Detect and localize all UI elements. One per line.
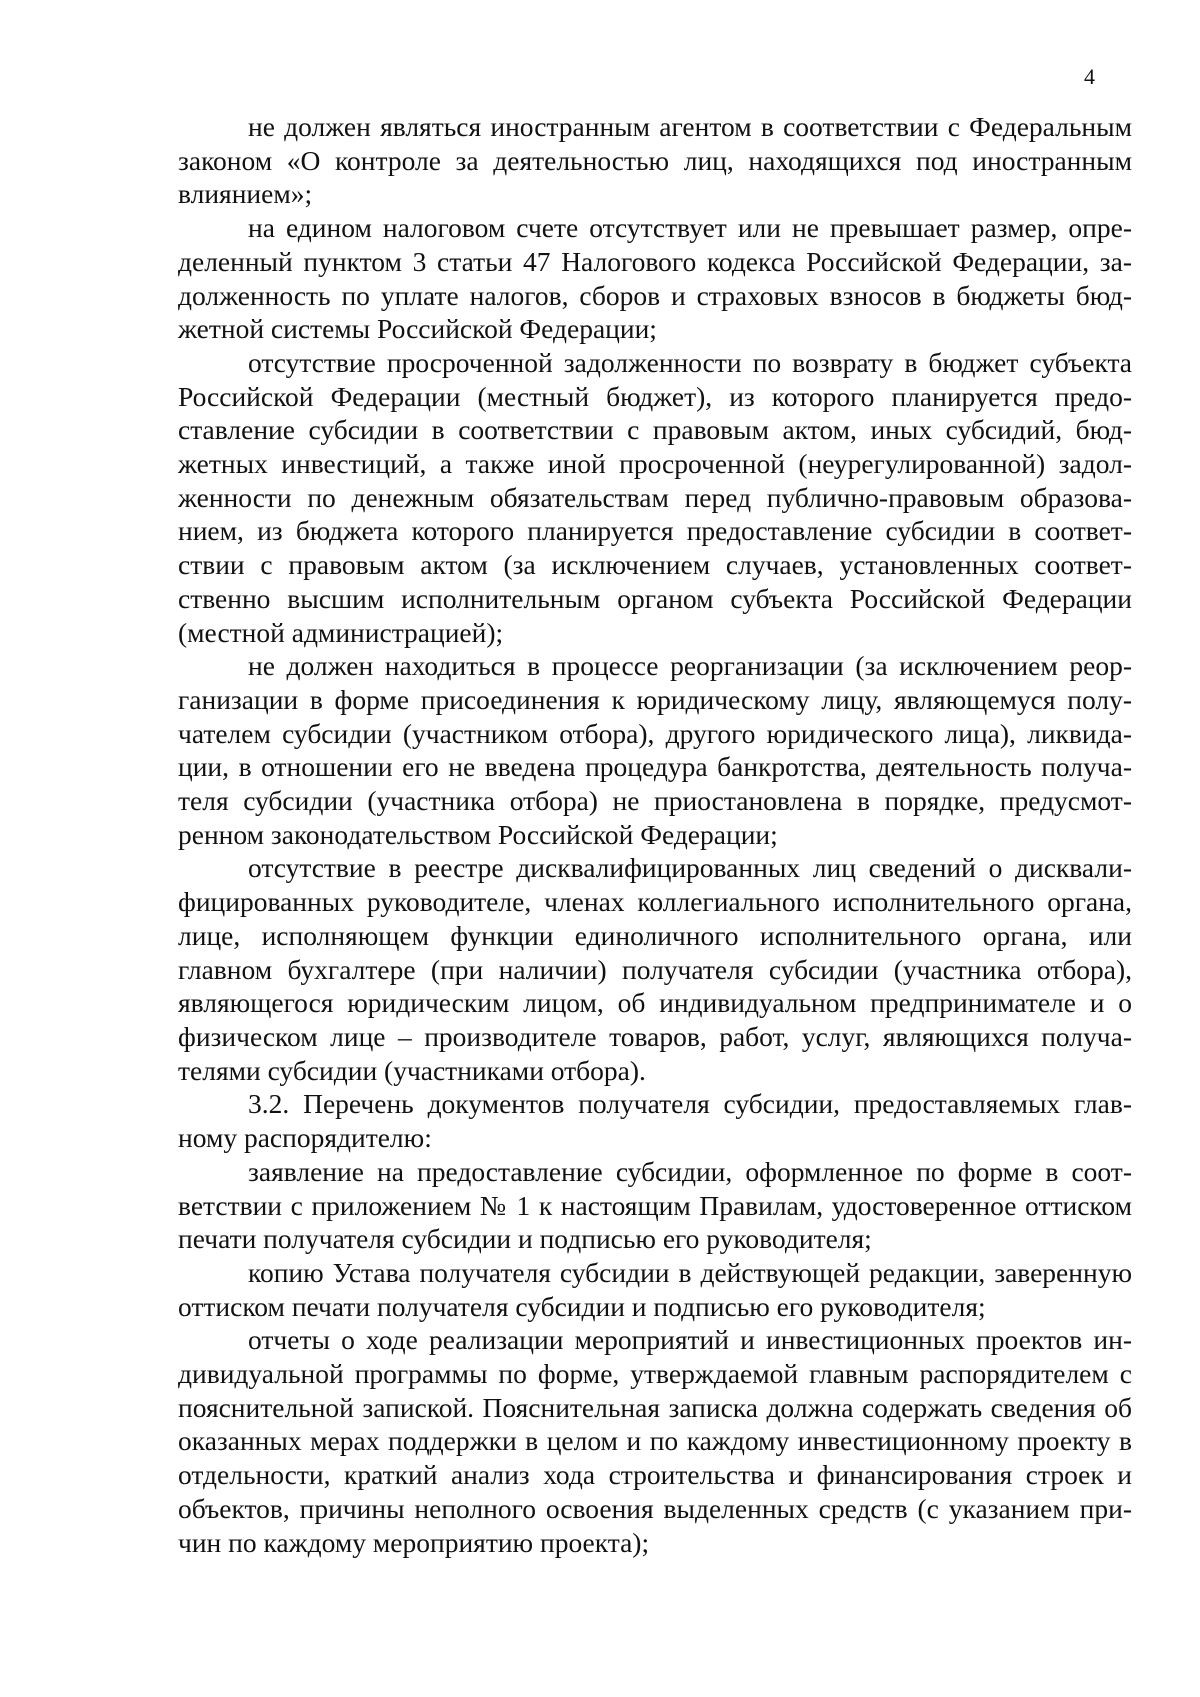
- page-number: 4: [1084, 64, 1095, 89]
- paragraph-foreign-agent: не должен являться иностранным агентом в соответствии с Федеральным законом «О контроле за деятельностью лиц, находящихся под иностранным влиянием»;: [178, 111, 1132, 210]
- paragraph-tax-debt: на едином налоговом счете отсутствует или не превышает размер, определенный пунктом 3 статьи 47 Налогового кодекса Российской Федерации, задолженность по уплате налогов, сборов и страховых взносов в бюджеты бюджетной системы Российской Федерации;: [178, 212, 1132, 345]
- paragraph-charter-copy: копию Устава получателя субсидии в действующей редакции, заверенную оттиском печати получателя субсидии и подписью его руководителя;: [178, 1256, 1132, 1322]
- paragraph-application: заявление на предоставление субсидии, оформленное по форме в соответствии с приложением № 1 к настоящим Правилам, удостоверенное оттиском печати получателя субсидии и подписью его руководителя;: [178, 1155, 1132, 1255]
- paragraph-reorganization: не должен находиться в процессе реорганизации (за исключением реорганизации в форме присоединения к юридическому лицу, являющемуся получателем субсидии (участником отбора), другого юридического лица), ликвидации, в отношении его не введена процедура банкротства, деятельность получателя субсидии (участника отбора) не приостановлена в порядке, предусмотренном законодательством Российской Федерации;: [178, 650, 1132, 850]
- paragraph-document-list-heading: 3.2. Перечень документов получателя субсидии, предоставляемых главному распорядителю:: [178, 1088, 1132, 1154]
- paragraph-overdue-debt: отсутствие просроченной задолженности по возврату в бюджет субъекта Российской Федерации (местный бюджет), из которого планируется предоставление субсидии в соответствии с правовым актом, иных субсидий, бюджетных инвестиций, а также иной просроченной (неурегулированной) задолженности по денежным обязательствам перед публично-правовым образованием, из бюджета которого планируется предоставление субсидии в соответствии с правовым актом (за исключением случаев, установленных соответственно высшим исполнительным органом субъекта Российской Федерации (местной администрацией);: [178, 346, 1132, 648]
- document-body: [178, 110, 1132, 1559]
- paragraph-progress-reports: отчеты о ходе реализации мероприятий и инвестиционных проектов индивидуальной программы по форме, утверждаемой главным распорядителем с пояснительной запиской. Пояснительная записка должна содержать сведения об оказанных мерах поддержки в целом и по каждому инвестиционному проекту в отдельности, краткий анализ хода строительства и финансирования строек и объектов, причины неполного освоения выделенных средств (с указанием причин по каждому мероприятию проекта);: [178, 1324, 1132, 1558]
- paragraph-disqualified-persons: отсутствие в реестре дисквалифицированных лиц сведений о дисквалифицированных руководителе, членах коллегиального исполнительного органа, лице, исполняющем функции единоличного исполнительного органа, или главном бухгалтере (при наличии) получателя субсидии (участника отбора), являющегося юридическим лицом, об индивидуальном предпринимателе и о физическом лице – производителе товаров, работ, услуг, являющихся получателями субсидии (участниками отбора).: [178, 852, 1132, 1086]
